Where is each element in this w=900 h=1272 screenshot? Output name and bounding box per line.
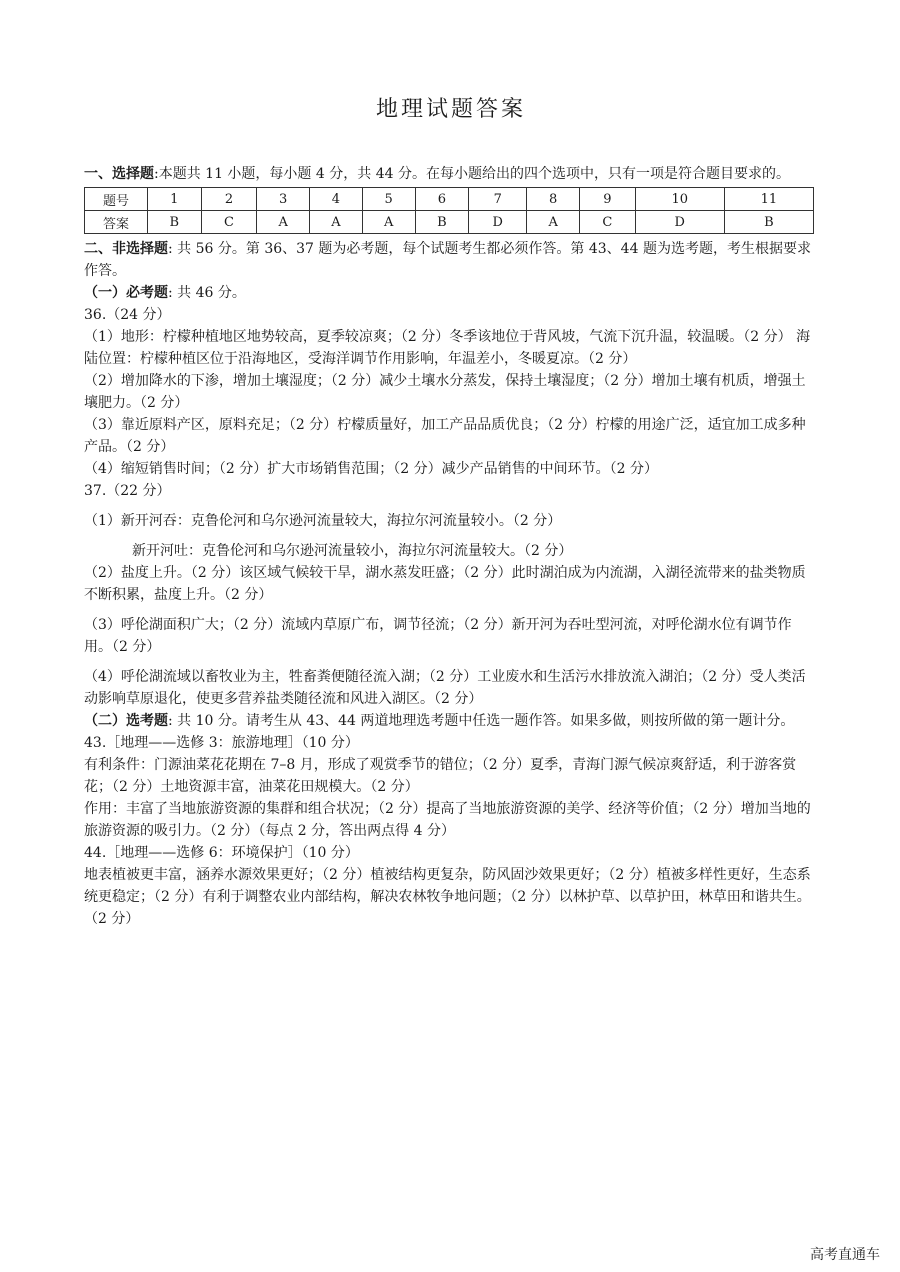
table-cell: 4	[310, 188, 363, 211]
q36-part1: （1）地形：柠檬种植地区地势较高，夏季较凉爽；（2 分）冬季该地位于背风坡，气流下沉升温，较温暖。（2 分） 海陆位置：柠檬种植区位于沿海地区，受海洋调节作用影响，年温差小，冬暖夏凉。（2 分）	[84, 329, 811, 367]
q44-head: 44.［地理——选修 6：环境保护］（10 分）	[84, 845, 359, 861]
q36-part4: （4）缩短销售时间；（2 分）扩大市场销售范围；（2 分）减少产品销售的中间环节。（2 分）	[84, 461, 658, 477]
table-row-answers	[85, 211, 814, 234]
q37-part1: （1）新开河吞：克鲁伦河和乌尔逊河流量较大，海拉尔河流量较小。（2 分）	[84, 513, 562, 529]
q37-head: 37.（22 分）	[84, 483, 171, 499]
q43-part1: 有利条件：门源油菜花花期在 7–8 月，形成了观赏季节的错位；（2 分）夏季，青海门源气候凉爽舒适，利于游客赏花；（2 分）土地资源丰富，油菜花田规模大。（2 分）	[84, 757, 797, 795]
table-cell: 1	[148, 188, 202, 211]
table-cell: A	[257, 211, 310, 234]
q36-head: 36.（24 分）	[84, 307, 171, 323]
section1-text: :本题共 11 小题，每小题 4 分，共 44 分。在每小题给出的四个选项中，只有一项是符合题目要求的。	[154, 166, 790, 182]
q43-head: 43.［地理——选修 3：旅游地理］（10 分）	[84, 735, 359, 751]
section1-intro	[84, 163, 818, 185]
table-cell: B	[148, 211, 202, 234]
table-head-question: 题号	[85, 188, 148, 211]
table-cell: 6	[415, 188, 469, 211]
answer-document	[84, 92, 818, 930]
table-cell: A	[310, 211, 363, 234]
q44-part1: 地表植被更丰富，涵养水源效果更好；（2 分）植被结构更复杂，防风固沙效果更好；（2 分）植被多样性更好，生态系统更稳定；（2 分）有利于调整农业内部结构，解决农林牧争地问题；（2 分）以林护草、以草护田，林草田和谐共生。（2 分）	[84, 867, 811, 927]
q36-part2: （2）增加降水的下渗，增加土壤湿度；（2 分）减少土壤水分蒸发，保持土壤湿度；（2 分）增加土壤有机质，增强土壤肥力。（2 分）	[84, 373, 806, 411]
q37-part3: （3）呼伦湖面积广大；（2 分）流域内草原广布，调节径流；（2 分）新开河为吞吐型河流，对呼伦湖水位有调节作用。（2 分）	[84, 617, 792, 655]
table-row-numbers	[85, 188, 814, 211]
table-head-answer: 答案	[85, 211, 148, 234]
required-text: : 共 46 分。	[168, 285, 246, 301]
elective-intro	[84, 710, 818, 732]
table-cell: D	[469, 211, 527, 234]
table-cell: 7	[469, 188, 527, 211]
q43-part2: 作用：丰富了当地旅游资源的集群和组合状况；（2 分）提高了当地旅游资源的美学、经济等价值；（2 分）增加当地的旅游资源的吸引力。（2 分）（每点 2 分，答出两点得 4 分）	[84, 801, 811, 839]
table-cell: 2	[201, 188, 257, 211]
table-cell: 5	[362, 188, 415, 211]
table-cell: 9	[580, 188, 636, 211]
table-cell: A	[527, 211, 580, 234]
elective-label: （二）选考题	[84, 713, 168, 729]
table-cell: B	[724, 211, 813, 234]
q37-part2: （2）盐度上升。（2 分）该区域气候较干旱，湖水蒸发旺盛；（2 分）此时湖泊成为内流湖，入湖径流带来的盐类物质不断积累，盐度上升。（2 分）	[84, 565, 806, 603]
elective-text: : 共 10 分。请考生从 43、44 两道地理选考题中任选一题作答。如果多做，则按所做的第一题计分。	[168, 713, 795, 729]
table-cell: A	[362, 211, 415, 234]
section2-intro	[84, 238, 818, 282]
section1-label: 一、选择题	[84, 166, 154, 182]
table-cell: 3	[257, 188, 310, 211]
table-cell: 11	[724, 188, 813, 211]
table-cell: C	[201, 211, 257, 234]
watermark-label: 高考直通车	[810, 1247, 880, 1263]
required-label: （一）必考题	[84, 285, 168, 301]
q37-part1b: 新开河吐：克鲁伦河和乌尔逊河流量较小，海拉尔河流量较大。（2 分）	[132, 543, 573, 559]
document-title: 地理试题答案	[375, 97, 526, 122]
table-cell: D	[635, 211, 724, 234]
table-cell: 8	[527, 188, 580, 211]
table-cell: C	[580, 211, 636, 234]
required-intro	[84, 282, 818, 304]
answer-table	[84, 187, 814, 234]
q37-part4: （4）呼伦湖流域以畜牧业为主，牲畜粪便随径流入湖；（2 分）工业废水和生活污水排放流入湖泊；（2 分）受人类活动影响草原退化，使更多营养盐类随径流和风进入湖区。（2 分）	[84, 669, 806, 707]
section2-label: 二、非选择题	[84, 241, 168, 257]
section2-text: : 共 56 分。第 36、37 题为必考题，每个试题考生都必须作答。第 43、44 题为选考题，考生根据要求作答。	[84, 241, 811, 279]
table-cell: 10	[635, 188, 724, 211]
table-cell: B	[415, 211, 469, 234]
q36-part3: （3）靠近原料产区，原料充足；（2 分）柠檬质量好，加工产品品质优良；（2 分）柠檬的用途广泛，适宜加工成多种产品。（2 分）	[84, 417, 806, 455]
